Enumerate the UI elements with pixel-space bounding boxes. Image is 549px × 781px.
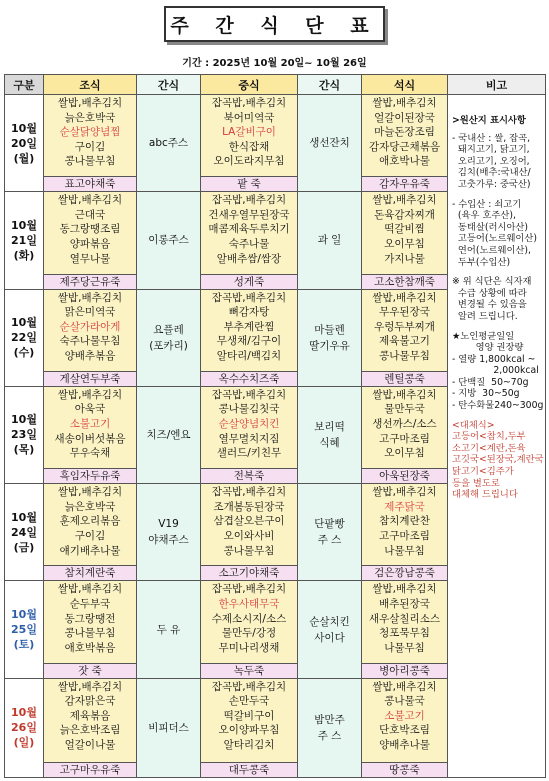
dinner-wrap <box>362 192 447 288</box>
lunch-item: 콩나물무침 <box>223 544 275 557</box>
lunch-item: 잡곡밥,배추김치 <box>211 680 287 693</box>
breakfast-item: 얘기배추나물 <box>59 544 121 557</box>
snack1-cell <box>137 95 201 192</box>
lunch-item: 수제소시지/소스 <box>211 612 287 625</box>
snack2-item: 보리떡 <box>314 420 345 433</box>
snack2-item: 밤만주 <box>314 713 345 726</box>
breakfast-item: 늙은호박국 <box>64 111 116 124</box>
snack1-item: 비피더스 <box>148 721 189 734</box>
dinner-item: 단호박조림 <box>379 724 430 737</box>
date-line: 10월 <box>11 218 37 232</box>
lunch-item: 샐러드/키친무 <box>216 447 282 460</box>
lunch-item: 떡갈비구이 <box>223 709 275 722</box>
date-cell <box>5 95 44 192</box>
dinner-item: 물만두국 <box>384 403 425 416</box>
breakfast-item: 훈제오리볶음 <box>59 515 121 528</box>
snack2-item: 단팥빵 <box>314 518 345 531</box>
lunch-porridge: 대두콩죽 <box>201 762 297 777</box>
date-line: (금) <box>13 540 35 554</box>
note-line: 돼지고기, 닭고기, <box>452 144 530 156</box>
note-line: 고등어<참치,두부 <box>452 431 526 443</box>
note-line: 고춧가루: 중국산) <box>452 178 531 190</box>
lunch-items <box>201 581 297 662</box>
lunch-item: 건새우열무된장국 <box>208 208 290 221</box>
lunch-porridge: 옥수수치즈죽 <box>201 371 297 386</box>
date-line: 10월 <box>11 413 37 427</box>
snack2-item: 주 스 <box>317 534 342 547</box>
date-line: 23일 <box>11 428 37 442</box>
snack2-item: 마들렌 <box>314 323 345 336</box>
date-line: 22일 <box>11 331 37 345</box>
lunch-cell <box>201 484 298 581</box>
lunch-item: 손만두국 <box>228 695 270 708</box>
dinner-wrap <box>362 95 447 191</box>
dinner-item: 가지나물 <box>384 252 425 265</box>
breakfast-item: 소불고기 <box>69 418 111 431</box>
dinner-item: 참치계란찬 <box>379 515 430 528</box>
breakfast-items <box>44 192 136 273</box>
note-line: 등을 별도로 <box>452 477 500 489</box>
dinner-item: 쌀밥,배추김치 <box>372 486 437 499</box>
breakfast-cell <box>44 289 137 386</box>
lunch-wrap <box>201 581 297 677</box>
breakfast-item: 아욱국 <box>74 403 106 416</box>
breakfast-items <box>44 95 136 176</box>
lunch-item: LA갈비구이 <box>222 126 276 139</box>
breakfast-cell <box>44 192 137 289</box>
lunch-item: 무생채/김구이 <box>216 335 282 348</box>
period-text: 기간 : 2025년 10월 20일~ 10월 26일 <box>182 58 367 69</box>
dinner-wrap <box>362 484 447 580</box>
snack1-cell <box>137 581 201 678</box>
snack2-item: 과 일 <box>317 234 342 247</box>
dinner-cell <box>362 678 448 777</box>
note-line: 고등어(노르웨이산) <box>452 233 538 245</box>
lunch-item: 숙주나물 <box>228 238 270 251</box>
note-line: - 단백질 50~70g <box>452 376 529 388</box>
snack1-item: V19 <box>158 518 179 531</box>
dinner-item: 양배추나물 <box>379 739 430 752</box>
lunch-wrap <box>201 484 297 580</box>
breakfast-item: 순살닭양념찜 <box>59 126 121 139</box>
breakfast-item: 순두부국 <box>69 598 111 610</box>
dinner-porridge: 검은깡남콩죽 <box>362 565 447 580</box>
breakfast-cell <box>44 678 137 777</box>
date-line: (수) <box>13 346 35 360</box>
breakfast-item: 구이김 <box>74 140 106 153</box>
note-line: 2,000kcal <box>452 365 539 377</box>
dinner-item: 청포묵무침 <box>379 627 430 640</box>
lunch-item: 열무멸치지짐 <box>218 432 280 445</box>
lunch-cell <box>201 386 298 483</box>
dinner-items <box>362 679 447 762</box>
dinner-item: 돈육감자찌개 <box>374 208 435 221</box>
lunch-item: 뼈감자탕 <box>228 306 270 319</box>
lunch-item: 잡곡밥,배추김치 <box>211 388 287 401</box>
snack1-item: 야채주스 <box>148 534 189 547</box>
breakfast-porridge: 게살연두부죽 <box>44 371 136 386</box>
dinner-porridge: 땅콩죽 <box>362 762 447 777</box>
header-day: 구분 <box>5 75 44 95</box>
date-cell <box>5 484 44 581</box>
dinner-item: 콩나물무침 <box>379 349 430 362</box>
dinner-cell <box>362 192 448 289</box>
lunch-porridge: 성게죽 <box>201 274 297 289</box>
dinner-wrap <box>362 679 447 777</box>
lunch-wrap <box>201 192 297 288</box>
date-line: 26일 <box>11 721 37 735</box>
lunch-item: 오이와사비 <box>223 529 275 542</box>
breakfast-item: 쌀밥,배추김치 <box>57 194 123 207</box>
dinner-item: 나물무침 <box>384 641 425 654</box>
lunch-item: 조개봄동된장국 <box>213 500 285 513</box>
breakfast-item: 늙은호박조림 <box>59 724 121 737</box>
breakfast-item: 새송이버섯볶음 <box>54 432 126 445</box>
lunch-item: 오이양파무침 <box>218 724 280 737</box>
note-line: 고깃국<된장국,계란국 <box>452 454 544 466</box>
header-snack2: 간식 <box>298 75 362 95</box>
breakfast-item: 늙은호박국 <box>64 500 116 513</box>
lunch-porridge: 소고기야채죽 <box>201 565 297 580</box>
lunch-item: 한식잡채 <box>228 140 270 153</box>
dinner-item: 쌀밥,배추김치 <box>372 97 437 109</box>
snack1-cell <box>137 192 201 289</box>
lunch-item: 부추계란찜 <box>223 320 275 333</box>
breakfast-item: 양파볶음 <box>69 238 111 251</box>
breakfast-cell <box>44 581 137 678</box>
header-snack1: 간식 <box>137 75 201 95</box>
breakfast-item: 제육볶음 <box>69 709 111 722</box>
dinner-porridge: 아욱된장죽 <box>362 468 447 483</box>
breakfast-wrap <box>44 484 136 580</box>
lunch-items <box>201 679 297 762</box>
lunch-item: 알타리/백김치 <box>216 349 282 362</box>
lunch-item: 잡곡밥,배추김치 <box>211 194 287 207</box>
snack2-cell <box>298 95 362 192</box>
dinner-items <box>362 581 447 662</box>
snack2-item: 사이다 <box>314 631 345 644</box>
lunch-item: 잡곡밥,배추김치 <box>211 291 287 304</box>
snack2-cell <box>298 289 362 386</box>
date-cell <box>5 386 44 483</box>
lunch-porridge: 전복죽 <box>201 468 297 483</box>
note-line: <대체식> <box>452 419 495 431</box>
dinner-item: 쌀밥,배추김치 <box>372 194 437 207</box>
snack1-item: 치즈/엔요 <box>146 428 191 441</box>
dinner-cell <box>362 386 448 483</box>
dinner-cell <box>362 95 448 192</box>
date-line: 10월 <box>11 316 37 330</box>
note-line: 대체해 드립니다 <box>452 489 518 501</box>
breakfast-wrap <box>44 192 136 288</box>
lunch-cell <box>201 581 298 678</box>
breakfast-porridge: 제주당근유죽 <box>44 274 136 289</box>
dinner-item: 새우살칠리소스 <box>368 612 440 625</box>
snack1-item: abc주스 <box>148 137 189 150</box>
snack2-cell <box>298 678 362 777</box>
date-cell <box>5 289 44 386</box>
lunch-items <box>201 484 297 565</box>
breakfast-item: 콩나물무침 <box>64 627 116 640</box>
note-cell <box>448 95 546 778</box>
lunch-item: 무미나리생채 <box>218 641 280 654</box>
snack2-cell <box>298 484 362 581</box>
date-line: 24일 <box>11 525 37 539</box>
lunch-item: 삼겹살오븐구이 <box>213 515 285 528</box>
lunch-item: 콩나물김칫국 <box>218 403 280 416</box>
lunch-cell <box>201 678 298 777</box>
breakfast-item: 쌀밥,배추김치 <box>57 97 123 109</box>
lunch-items <box>201 192 297 273</box>
breakfast-porridge: 흑임자두유죽 <box>44 468 136 483</box>
note-line: 알려 드립니다. <box>452 310 518 322</box>
lunch-cell <box>201 289 298 386</box>
date-line: 20일 <box>11 136 37 150</box>
lunch-item: 잡곡밥,배추김치 <box>211 486 287 499</box>
breakfast-porridge: 표고야채죽 <box>44 176 136 191</box>
note-line: - 수입산 : 쇠고기 <box>452 198 522 210</box>
header-note: 비고 <box>448 75 546 95</box>
note-line: ※ 위 식단은 식자재 <box>452 276 532 288</box>
dinner-porridge: 감자우유죽 <box>362 176 447 191</box>
date-line: 10월 <box>11 706 37 720</box>
dinner-item: 쌀밥,배추김치 <box>372 388 437 401</box>
lunch-items <box>201 387 297 468</box>
breakfast-items <box>44 679 136 762</box>
date-line: 25일 <box>11 623 37 637</box>
note-line: 김치(배추:국내산/ <box>452 167 531 179</box>
breakfast-item: 무우숙채 <box>69 447 111 460</box>
note-line: - 지방 30~50g <box>452 388 520 400</box>
note-gap <box>452 191 542 199</box>
dinner-item: 배추된장국 <box>379 598 430 610</box>
lunch-item: 알배추쌈/쌈장 <box>216 252 282 265</box>
date-cell <box>5 581 44 678</box>
lunch-wrap <box>201 679 297 777</box>
breakfast-wrap <box>44 581 136 677</box>
breakfast-porridge: 참치계란죽 <box>44 565 136 580</box>
lunch-item: 잡곡밥,배추김치 <box>211 97 287 109</box>
dinner-items <box>362 95 447 176</box>
breakfast-item: 쌀밥,배추김치 <box>57 680 123 693</box>
breakfast-item: 감자맑은국 <box>64 695 116 708</box>
header-row <box>5 75 546 95</box>
note-line: 동태살(러시아산) <box>452 221 529 233</box>
breakfast-item: 맑은미역국 <box>64 306 116 319</box>
dinner-porridge: 고소한참깨죽 <box>362 274 447 289</box>
lunch-item: 오이도라지무침 <box>213 155 285 168</box>
snack1-cell <box>137 289 201 386</box>
breakfast-item: 열무나물 <box>69 252 111 265</box>
date-line: 10월 <box>11 608 37 622</box>
lunch-wrap <box>201 387 297 483</box>
breakfast-items <box>44 484 136 565</box>
breakfast-wrap <box>44 290 136 386</box>
note-line: 닭고기<김주가 <box>452 466 514 478</box>
dinner-items <box>362 290 447 371</box>
dinner-item: 소불고기 <box>384 709 425 722</box>
breakfast-item: 동그랑땡전 <box>64 612 116 625</box>
snack1-item: 이롱주스 <box>148 234 189 247</box>
dinner-item: 오이무침 <box>384 238 425 251</box>
dinner-wrap <box>362 581 447 677</box>
breakfast-item: 숙주나물무침 <box>59 335 121 348</box>
note-line: 영양 권장량 <box>452 342 524 354</box>
lunch-porridge: 녹두죽 <box>201 663 297 678</box>
breakfast-item: 근대국 <box>74 208 106 221</box>
note-line: ★노인평균일일 <box>452 330 515 342</box>
lunch-wrap <box>201 95 297 191</box>
note-line: 연어(노르웨이산), <box>452 244 531 256</box>
lunch-item: 한우사태무국 <box>218 598 280 610</box>
date-line: (일) <box>13 736 35 750</box>
breakfast-wrap <box>44 679 136 777</box>
lunch-wrap <box>201 290 297 386</box>
dinner-item: 무우된장국 <box>379 306 430 319</box>
breakfast-item: 순살가라아게 <box>59 320 121 333</box>
lunch-items <box>201 290 297 371</box>
dinner-item: 쌀밥,배추김치 <box>372 583 437 596</box>
lunch-cell <box>201 192 298 289</box>
dinner-item: 제주닭국 <box>384 500 425 513</box>
breakfast-item: 쌀밥,배추김치 <box>57 291 123 304</box>
snack1-cell <box>137 386 201 483</box>
snack1-item: 요플레 <box>153 323 184 336</box>
dinner-porridge: 렌틸콩죽 <box>362 371 447 386</box>
breakfast-item: 콩나물무침 <box>64 155 116 168</box>
snack2-item: 식혜 <box>319 436 340 449</box>
date-line: (월) <box>13 151 35 165</box>
breakfast-item: 양배추볶음 <box>64 349 116 362</box>
date-line: 10월 <box>11 121 37 135</box>
date-line: (화) <box>13 248 35 262</box>
note-gap <box>452 412 542 420</box>
note-line: 수급 상황에 따라 <box>452 287 527 299</box>
breakfast-cell <box>44 484 137 581</box>
origin-heading: >원산지 표시사항 <box>452 115 526 126</box>
breakfast-porridge: 잣 죽 <box>44 663 136 678</box>
snack1-cell <box>137 484 201 581</box>
lunch-item: 물만두/강정 <box>221 627 277 640</box>
dinner-cell <box>362 581 448 678</box>
dinner-porridge: 병아리콩죽 <box>362 663 447 678</box>
dinner-item: 떡갈비찜 <box>384 223 425 236</box>
note-line: - 탄수화물240~300g <box>452 400 544 412</box>
lunch-item: 북어미역국 <box>223 111 275 124</box>
snack1-item: (포카리) <box>149 339 188 352</box>
snack2-cell <box>298 386 362 483</box>
dinner-item: 쌀밥,배추김치 <box>372 291 437 304</box>
lunch-item: 매콤제육두루치기 <box>208 223 290 236</box>
date-cell <box>5 678 44 777</box>
snack2-cell <box>298 192 362 289</box>
note-line: 변경될 수 있음을 <box>452 299 527 311</box>
snack1-item: 두 유 <box>156 623 181 636</box>
date-line: (토) <box>13 638 35 652</box>
dinner-wrap <box>362 290 447 386</box>
note-line: 오리고기, 오징어, <box>452 155 530 167</box>
dinner-cell <box>362 484 448 581</box>
lunch-cell <box>201 95 298 192</box>
page-title: 주 간 식 단 표 <box>164 6 385 42</box>
header-breakfast: 조식 <box>44 75 137 95</box>
weekly-menu-table <box>4 74 546 778</box>
date-line: (목) <box>13 443 35 457</box>
dinner-items <box>362 484 447 565</box>
lunch-item: 순살양념치킨 <box>218 418 280 431</box>
note-line: - 열량 1,800kcal ~ <box>452 353 536 365</box>
dinner-item: 고구마조림 <box>379 529 430 542</box>
dinner-item: 제육불고기 <box>379 335 430 348</box>
dinner-cell <box>362 289 448 386</box>
note-line: - 국내산 : 쌀, 잡곡, <box>452 132 531 144</box>
dinner-item: 우렁두부찌개 <box>374 320 435 333</box>
date-cell <box>5 192 44 289</box>
snack2-item: 생선잔치 <box>309 137 350 150</box>
breakfast-item: 얼갈이나물 <box>64 739 116 752</box>
date-line: 21일 <box>11 233 37 247</box>
note-gap <box>452 323 542 331</box>
header-lunch: 중식 <box>201 75 298 95</box>
breakfast-wrap <box>44 387 136 483</box>
snack2-item: 딸기우유 <box>309 339 350 352</box>
note-line: 소고기<계란,돈육 <box>452 442 526 454</box>
breakfast-item: 구이김 <box>74 529 106 542</box>
breakfast-item: 애호박볶음 <box>64 641 116 654</box>
lunch-item: 알타리김치 <box>223 739 275 752</box>
dinner-item: 생선까스/소스 <box>372 418 437 431</box>
breakfast-item: 쌀밥,배추김치 <box>57 388 123 401</box>
dinner-item: 콩나물국 <box>384 695 425 708</box>
snack2-item: 순살치킨 <box>309 615 350 628</box>
breakfast-items <box>44 581 136 662</box>
snack2-cell <box>298 581 362 678</box>
dinner-item: 마늘돈장조림 <box>374 126 435 139</box>
breakfast-items <box>44 290 136 371</box>
breakfast-items <box>44 387 136 468</box>
breakfast-porridge: 고구마우유죽 <box>44 762 136 777</box>
lunch-porridge: 팥 죽 <box>201 176 297 191</box>
dinner-item: 감자당근채볶음 <box>368 140 440 153</box>
note-line: 두부(수입산) <box>452 256 511 268</box>
date-line: 10월 <box>11 510 37 524</box>
dinner-item: 쌀밥,배추김치 <box>372 680 437 693</box>
breakfast-item: 동그랑땡조림 <box>59 223 121 236</box>
header-dinner: 석식 <box>362 75 448 95</box>
dinner-items <box>362 387 447 468</box>
snack1-cell <box>137 678 201 777</box>
dinner-item: 고구마조림 <box>379 432 430 445</box>
breakfast-cell <box>44 386 137 483</box>
dinner-item: 나물무침 <box>384 544 425 557</box>
lunch-items <box>201 95 297 176</box>
breakfast-cell <box>44 95 137 192</box>
dinner-item: 얼갈이된장국 <box>374 111 435 124</box>
dinner-items <box>362 192 447 273</box>
day-row <box>5 95 546 192</box>
lunch-item: 잡곡밥,배추김치 <box>211 583 287 596</box>
note-gap <box>452 268 542 276</box>
dinner-item: 오이무침 <box>384 447 425 460</box>
breakfast-wrap <box>44 95 136 191</box>
breakfast-item: 쌀밥,배추김치 <box>57 486 123 499</box>
dinner-item: 애호박나물 <box>379 155 430 168</box>
breakfast-item: 쌀밥,배추김치 <box>57 583 123 596</box>
dinner-wrap <box>362 387 447 483</box>
note-line: (육우 호주산), <box>452 210 516 222</box>
snack2-item: 주 스 <box>317 729 342 742</box>
